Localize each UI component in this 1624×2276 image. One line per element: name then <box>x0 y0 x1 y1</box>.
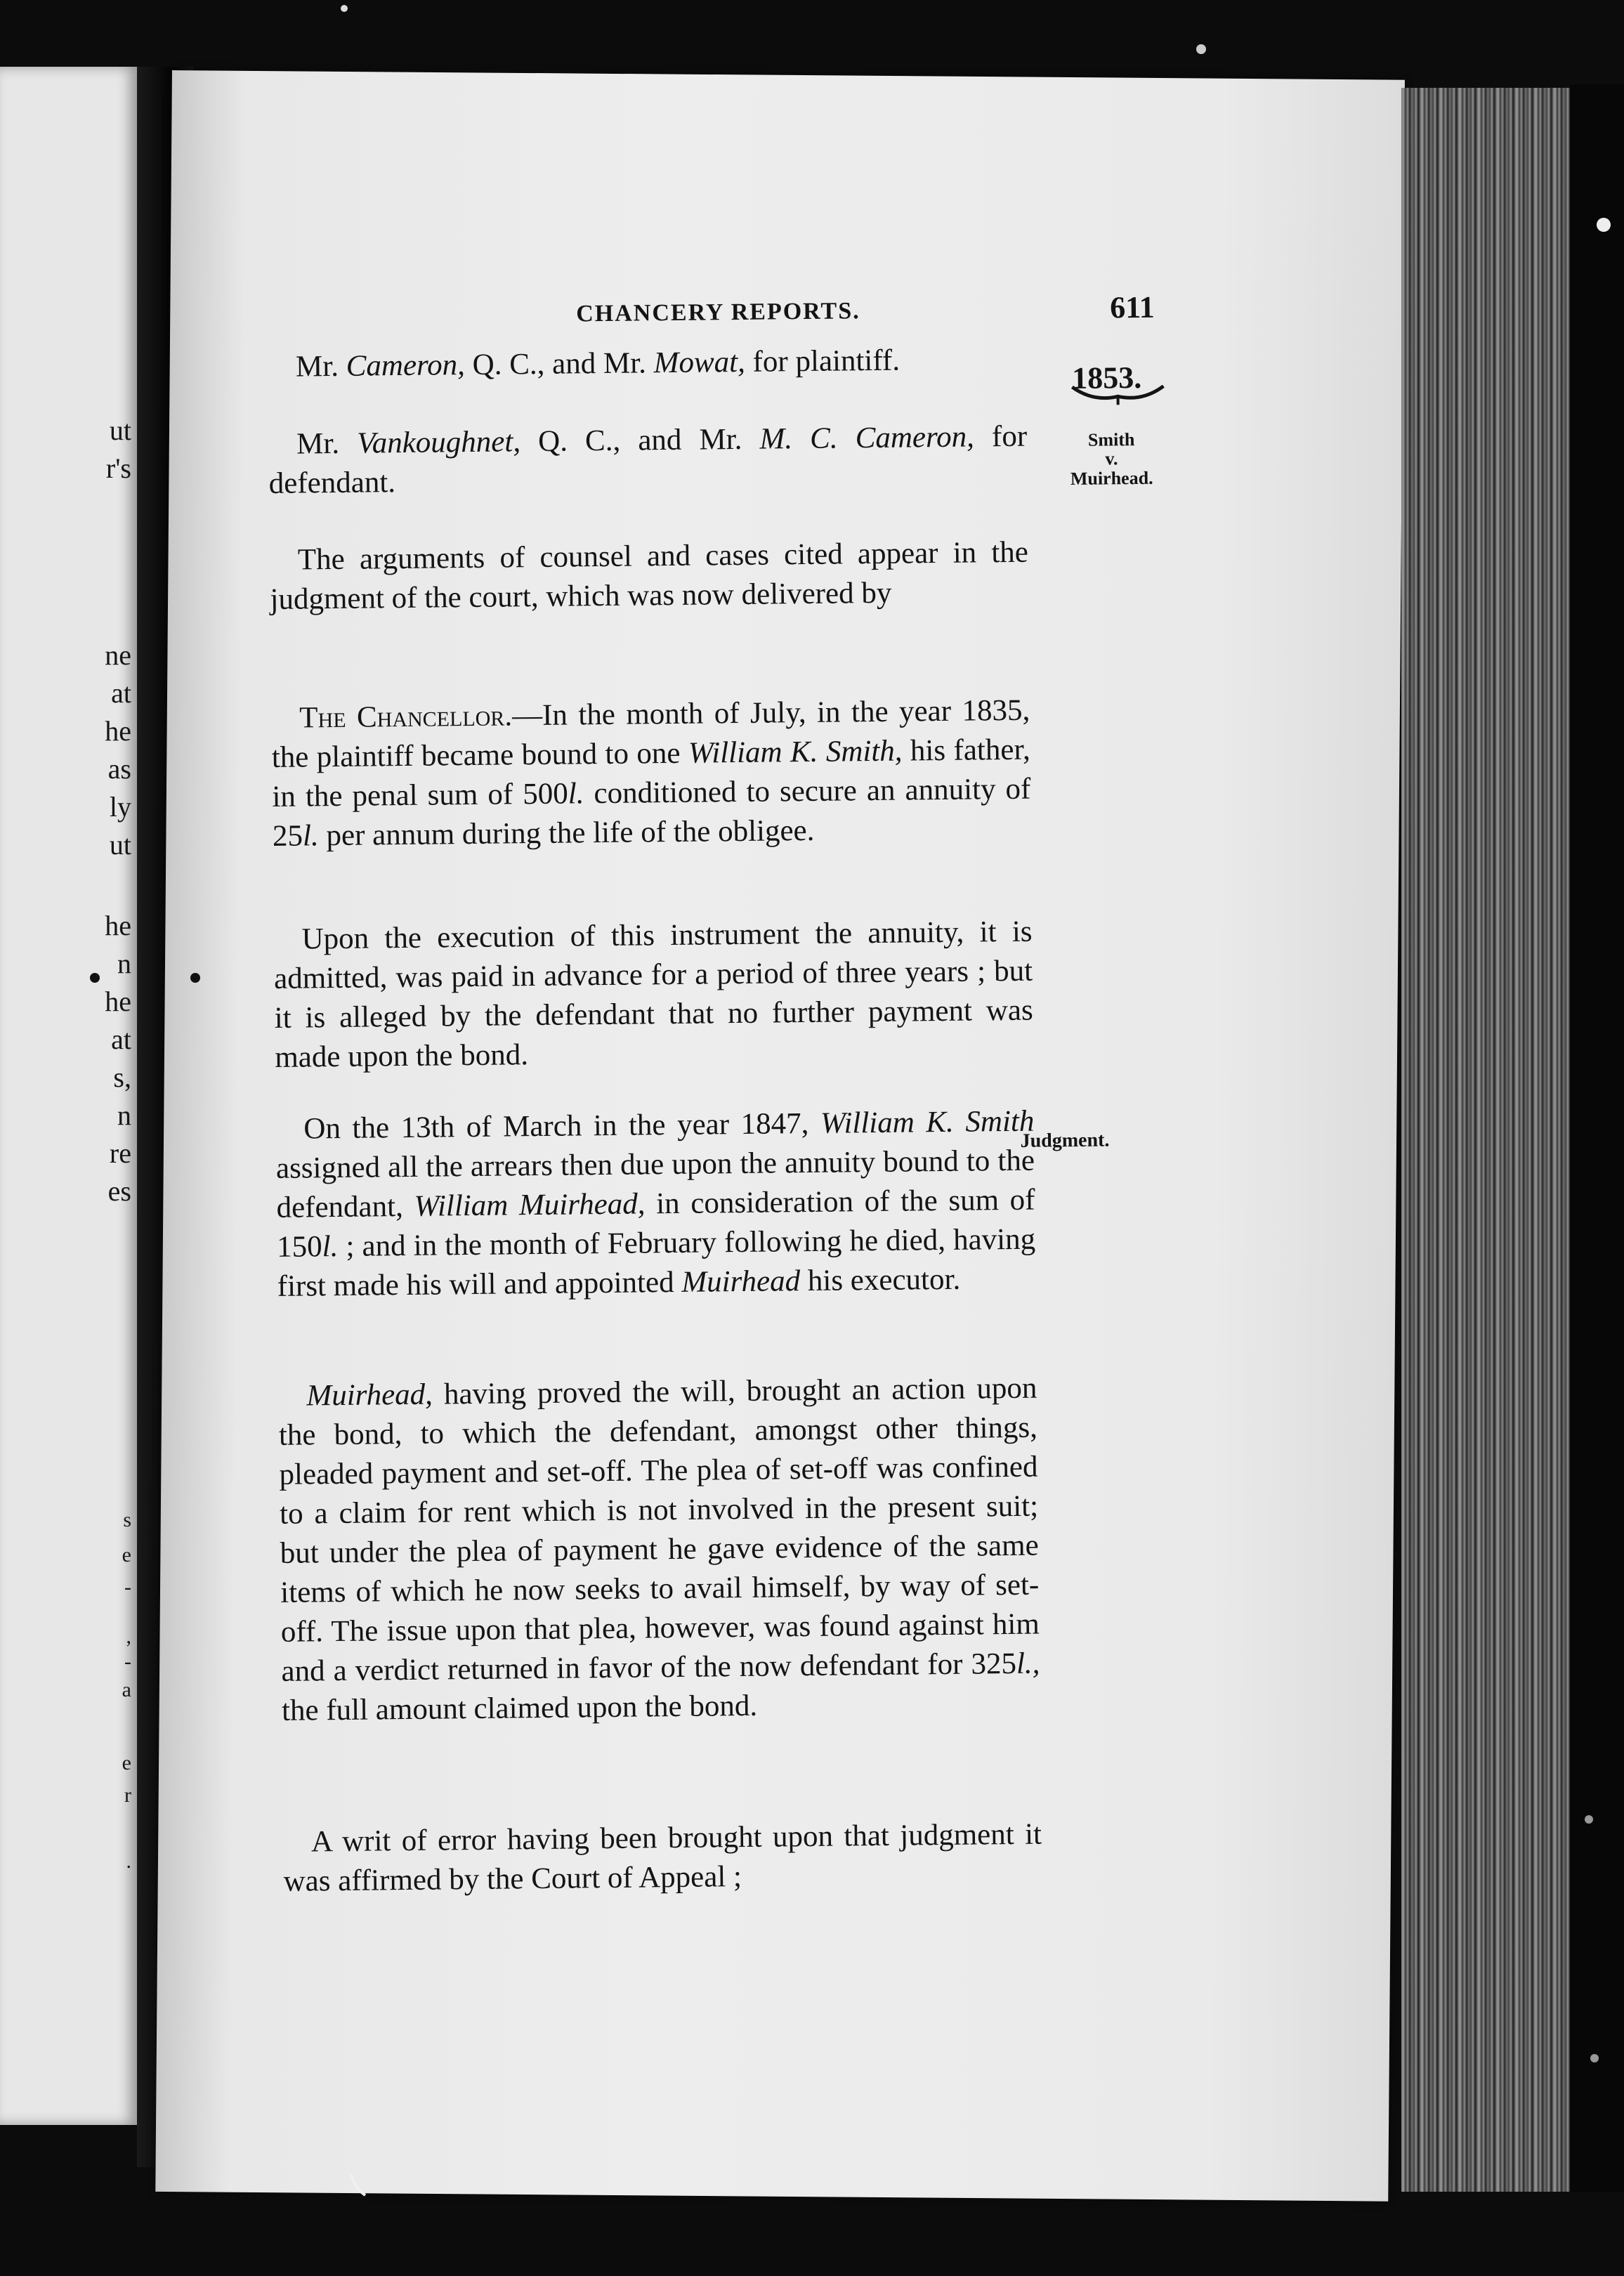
text-run: ; and in the month of February following he died, having first made his will and appointed <box>277 1222 1036 1303</box>
text-run: in consideration of the sum of 150 <box>276 1183 1035 1264</box>
left-page-text-fragment: , <box>126 1625 131 1648</box>
counsel-defendant <box>268 417 1028 504</box>
left-page-text-fragment: r's <box>105 452 131 484</box>
left-page-text-fragment: re <box>109 1137 131 1169</box>
text-run: Q. C., and Mr. <box>520 422 760 459</box>
text-run: Mr. <box>295 349 346 384</box>
party-name: William K. Smith, <box>688 734 903 770</box>
text-run: A writ of error having been brought upon that judgment it was affirmed by the Court of Appeal ; <box>283 1817 1042 1898</box>
text-run: Mr. <box>296 426 358 461</box>
page-number: 611 <box>1109 289 1155 325</box>
left-page-text-fragment: a <box>122 1678 131 1701</box>
left-page <box>0 67 137 2125</box>
left-page-text-fragment: at <box>111 677 131 709</box>
party-name: Muirhead <box>681 1264 801 1299</box>
party-name: Muirhead, <box>306 1378 433 1413</box>
action-paragraph <box>278 1369 1040 1731</box>
left-page-text-fragment: ut <box>109 414 131 446</box>
currency-unit: l. <box>302 819 319 853</box>
left-page-text-fragment: at <box>111 1023 131 1055</box>
left-page-text-fragment: r <box>124 1784 131 1807</box>
page-edges <box>1401 88 1570 2192</box>
left-page-text-fragment: - <box>124 1576 131 1599</box>
assignment-paragraph <box>275 1102 1036 1307</box>
counsel-name: M. C. Cameron, <box>759 420 975 456</box>
currency-unit: l. <box>568 777 584 811</box>
text-run: assigned all the arrears then due upon the annuity bound to the defendant, <box>275 1144 1035 1224</box>
text-run: —In the month of July, in the year 1835, the plaintiff became bound to one <box>271 693 1030 774</box>
background-right <box>1570 84 1624 2192</box>
text-run: for plaintiff. <box>745 344 901 379</box>
left-page-text-fragment: e <box>122 1543 131 1567</box>
counsel-name: Mowat, <box>653 345 746 380</box>
counsel-name: Vankoughnet, <box>356 425 521 460</box>
party-name: William Muirhead, <box>414 1187 646 1223</box>
left-page-text-fragment: s, <box>113 1061 131 1093</box>
left-page-text-fragment: as <box>107 753 131 785</box>
text-run: for defendant. <box>268 419 1028 500</box>
writ-paragraph <box>283 1815 1042 1902</box>
text-run: Q. C., and Mr. <box>464 346 654 382</box>
margin-judgment-label: Judgment. <box>1020 1129 1110 1152</box>
margin-year: 1853. <box>1071 360 1142 396</box>
counsel-plaintiff <box>268 340 1027 387</box>
running-title: CHANCERY REPORTS. <box>576 298 860 327</box>
left-page-text-fragment: n <box>117 948 131 979</box>
margin-case-defendant: Muirhead. <box>1070 467 1153 489</box>
left-page-text-fragment: ne <box>105 639 131 671</box>
text-run: his father, in the penal sum of 500 <box>272 733 1031 813</box>
left-page-text-fragment: he <box>105 986 131 1017</box>
speaker-name: The Chancellor. <box>299 699 513 735</box>
margin-case-name <box>1041 429 1182 488</box>
text-run: Upon the execution of this instrument the annuity, it is admitted, was paid in advance for a period of three years ; but it is alleged by the defendant that no further payment was made upon the bond. <box>273 915 1033 1074</box>
left-page-text-fragment: . <box>126 1850 131 1873</box>
left-page-text-fragment: - <box>124 1650 131 1673</box>
left-page-text-fragment: n <box>117 1099 131 1131</box>
text-run: his executor. <box>799 1262 961 1298</box>
margin-brace-icon <box>1068 381 1167 424</box>
text-run: the full amount claimed upon the bond. <box>281 1689 758 1727</box>
currency-unit: l. <box>322 1230 339 1264</box>
left-page-text-fragment: es <box>107 1175 131 1207</box>
party-name: William K. Smith <box>820 1104 1035 1140</box>
margin-case-plaintiff: Smith <box>1087 429 1135 450</box>
execution-paragraph <box>273 913 1033 1078</box>
left-page-text-fragment: s <box>123 1508 131 1531</box>
text-run: The arguments of counsel and cases cited appear in the judgment of the court, which was now delivered by <box>270 535 1029 616</box>
margin-case-versus: v. <box>1105 448 1118 469</box>
left-page-text-fragment: e <box>122 1751 131 1774</box>
text-run: conditioned to secure an annuity of 25 <box>272 772 1031 853</box>
chancellor-paragraph <box>271 691 1031 856</box>
left-page-text-fragment: ly <box>109 791 131 823</box>
text-run: having proved the will, brought an action upon the bond, to which the defendant, amongst other things, pleaded payment and set-off. The plea of set-off was confined to a claim for rent which is not involved in the present suit; but under the plea of payment he gave evidence of the same items of which he now seeks to avail himself, by way of set-off. The issue upon that plea, however, was found against him and a verdict returned in favor of the now defendant for 325 <box>278 1371 1040 1688</box>
currency-unit: l., <box>1016 1647 1040 1680</box>
counsel-name: Cameron, <box>346 348 466 383</box>
intro-paragraph <box>270 533 1029 620</box>
left-page-text-fragment: he <box>105 715 131 747</box>
left-page-text-fragment: ut <box>109 829 131 861</box>
left-page-text-fragment: he <box>105 910 131 941</box>
text-run: On the 13th of March in the year 1847, <box>303 1106 821 1146</box>
text-run: per annum during the life of the obligee. <box>318 813 815 853</box>
